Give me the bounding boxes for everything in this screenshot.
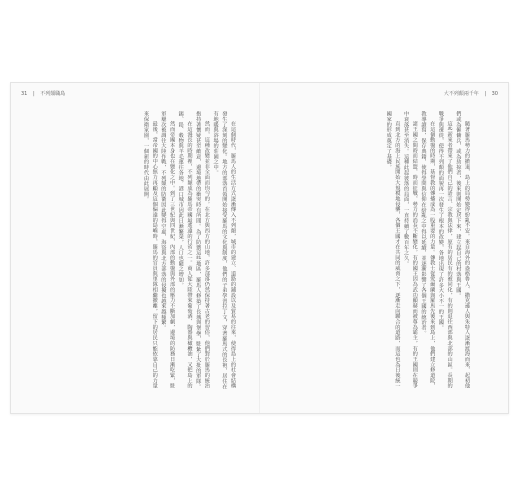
left-page-header	[19, 90, 67, 97]
right-page-header	[442, 90, 500, 97]
paragraph: 這些新來者帶來了他們自己的語言、宗教與法律，原有的居民有的被同化，有的則退往西部與北部的山區。長期的戰爭與遷徙，使得不列顛的面貌再一次發生了根本的改變，各地出現了許多大小不一的王國。	[437, 111, 453, 389]
paragraph: 在這漫長的時期裡，不列顛成為羅馬帝國最遙遠的行省之一。商人從大陸帶來葡萄酒、陶器與橄欖油，又把島上的錫、鉛、穀物與羊毛運往各地。港口城市因此日漸繁榮，人口也隨之增加。	[177, 111, 193, 389]
right-page-number: 30	[491, 91, 498, 97]
paragraph: 諸王國之間時而結盟，時而征戰，勢力的消長不斷變化。有的國王因為武功顯赫而被尊為霸主，有的王國則在競爭中衰落甚至消失。這種此起彼落的局面，一直持續了數百年之久。	[403, 111, 418, 389]
paragraph: 最後，當帝國的中心無力再顧及這個偏遠的島嶼時，羅馬的官員與軍隊相繼撤離，留下的居民只能依靠自己的力量來保衛家園，一個新的時代由此展開。	[142, 111, 158, 389]
paragraph: 然而帝國本身也在變化之中。到了三世紀與四世紀，內部的動盪與外部的壓力不斷加劇，邊境的防務日漸吃緊，駐軍屢次被調往大陸作戰，不列顛的防衛因此變得空虛，海盜與北方部落的侵擾也越來越頻繁。	[160, 111, 176, 389]
paragraph: 然而，這種改變並非全面而均勻的。在北方與西方的山地，許多部落仍然保持著古老的習俗，他們對於羅馬的統治抱持著懷疑甚至敵意，邊境地帶的衝突時有所聞。為了防禦這些地區，羅馬人修築了長城與堡壘，駐紮了大批的軍隊。	[195, 111, 210, 390]
left-page-body	[47, 111, 237, 393]
right-page-body	[281, 111, 471, 393]
header-divider: |	[484, 91, 487, 97]
left-running-header: 不列顛職島	[40, 91, 66, 97]
paragraph: 直到北方的海上民族開始大規模地侵襲，各個王國才在共同的威脅之下，逐漸走向聯合的道路，而這也為日後統一國家的形成奠定了基礎。	[385, 111, 401, 389]
right-running-header: 大不列顛兩千年	[443, 91, 479, 97]
paragraph: 隨著羅馬勢力的撤退，島上的局勢變得紛亂不安。來自海外的盎格魯人、撒克遜人與朱特人逐漸渡海而來，起初他們或為僱傭兵，或為劫掠者，後來則開始定居下來，建立起自己的村落與王國。	[455, 111, 470, 389]
book-spread	[10, 82, 509, 414]
paragraph: 在這個時代，羅馬人的生活方式逐漸傳入不列顛，城市的建立、道路的鋪設以及貿易的往來，使得島上的社會結構發生了深刻的變化。地方的部落首領開始接受羅馬的文化與制度，他們的子弟學習拉丁文，穿著羅馬式的長袍，居住在有地暖與浴場的莊園之中。	[212, 111, 236, 390]
paragraph: 在這個動盪的時期，基督教的傳播成為一股重要的力量。傳教士從愛爾蘭與羅馬先後來到島上，他們建立修道院，教導讀寫，保存典籍，使得學問與信仰在紛亂之中得以延續，並逐漸影響了各個王國的統治者。	[420, 111, 436, 389]
page-gutter	[259, 83, 260, 413]
left-page-number: 31	[21, 91, 28, 97]
header-divider: |	[32, 91, 35, 97]
